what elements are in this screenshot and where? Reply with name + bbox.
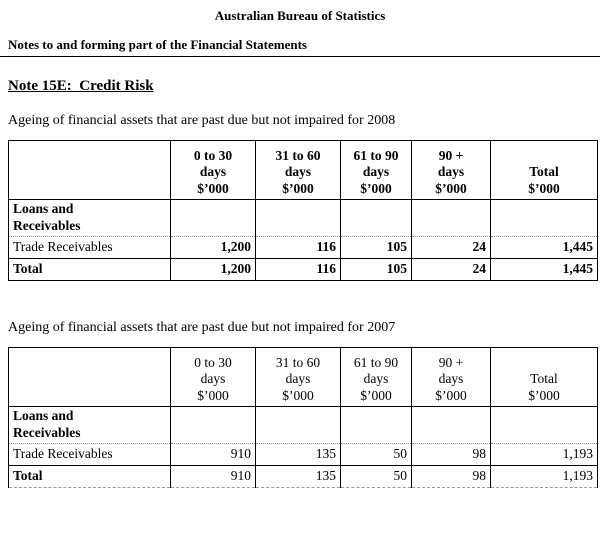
header-cell-61-90: [341, 141, 412, 200]
table-row-total: [9, 259, 598, 281]
header-cell-31-60: [256, 348, 341, 407]
value-cell: 116: [256, 259, 341, 281]
header-line: days: [200, 371, 226, 386]
value-cell: 98: [412, 466, 491, 488]
header-cell-total: [491, 141, 598, 200]
header-cell-blank: [9, 141, 171, 200]
table-row-total: [9, 466, 598, 488]
header-line: days: [362, 164, 390, 179]
row-label: Total: [9, 259, 171, 281]
header-line: 90 +: [438, 354, 464, 370]
header-line: Total: [530, 371, 558, 386]
header-line: days: [363, 371, 389, 386]
header-line: days: [438, 371, 464, 386]
header-line: 61 to 90: [353, 354, 399, 370]
header-line: days: [199, 164, 227, 179]
header-line: $’000: [197, 387, 229, 403]
empty-cell: [171, 407, 256, 444]
table-caption-2008: Ageing of financial assets that are past due but not impaired for 2008: [8, 113, 396, 128]
empty-cell: [341, 407, 412, 444]
table-row-trade-receivables: [9, 237, 598, 259]
header-line: $’000: [282, 387, 314, 403]
empty-cell: [412, 200, 491, 237]
header-line: days: [437, 164, 465, 179]
ageing-table-2007: [8, 347, 598, 488]
empty-cell: [171, 200, 256, 237]
value-cell: 1,445: [491, 237, 598, 259]
table-caption-2007: Ageing of financial assets that are past due but not impaired for 2007: [8, 320, 396, 335]
header-line: $’000: [435, 387, 467, 403]
header-line: Total: [529, 164, 559, 179]
value-cell: 135: [256, 444, 341, 466]
group-label-line: Receivables: [13, 424, 81, 440]
header-line: $’000: [282, 180, 314, 196]
header-line: 61 to 90: [353, 147, 399, 163]
header-line: $’000: [197, 180, 229, 196]
empty-cell: [412, 407, 491, 444]
value-cell: 1,200: [171, 259, 256, 281]
row-label: Trade Receivables: [9, 237, 171, 259]
header-line: 31 to 60: [275, 354, 321, 370]
header-line: $’000: [435, 180, 467, 196]
header-line: $’000: [528, 387, 560, 403]
header-line: 90 +: [438, 147, 464, 163]
value-cell: 105: [341, 237, 412, 259]
header-cell-31-60: [256, 141, 341, 200]
group-row-loans-receivables: [9, 200, 598, 237]
header-line: $’000: [528, 180, 560, 196]
header-cell-61-90: [341, 348, 412, 407]
value-cell: 135: [256, 466, 341, 488]
value-cell: 24: [412, 259, 491, 281]
value-cell: 1,193: [491, 466, 598, 488]
header-line: days: [285, 371, 311, 386]
group-label-line: Loans and: [13, 408, 74, 423]
value-cell: 910: [171, 466, 256, 488]
value-cell: 116: [256, 237, 341, 259]
header-line: 0 to 30: [194, 354, 232, 370]
org-title: Australian Bureau of Statistics: [214, 8, 386, 23]
header-cell-0-30: [171, 348, 256, 407]
value-cell: 50: [341, 466, 412, 488]
value-cell: 98: [412, 444, 491, 466]
header-cell-0-30: [171, 141, 256, 200]
empty-cell: [491, 407, 598, 444]
table-row-trade-receivables: [9, 444, 598, 466]
ageing-table-2008: [8, 140, 598, 281]
group-row-loans-receivables: [9, 407, 598, 444]
header-line: $’000: [360, 387, 392, 403]
group-label-cell: [9, 407, 171, 444]
empty-cell: [256, 407, 341, 444]
value-cell: 1,200: [171, 237, 256, 259]
doc-header: Notes to and forming part of the Financial Statements: [0, 38, 600, 57]
note-title: Note 15E: Credit Risk: [8, 78, 154, 94]
empty-cell: [256, 200, 341, 237]
group-label-line: Receivables: [13, 217, 81, 233]
value-cell: 105: [341, 259, 412, 281]
header-line: $’000: [360, 180, 392, 196]
header-line: days: [284, 164, 312, 179]
header-cell-90-plus: [412, 348, 491, 407]
value-cell: 50: [341, 444, 412, 466]
header-cell-total: [491, 348, 598, 407]
empty-cell: [491, 200, 598, 237]
row-label: Trade Receivables: [9, 444, 171, 466]
header-cell-90-plus: [412, 141, 491, 200]
value-cell: 1,193: [491, 444, 598, 466]
value-cell: 1,445: [491, 259, 598, 281]
header-line: 31 to 60: [275, 147, 321, 163]
header-row: [9, 141, 598, 200]
group-label-line: Loans and: [13, 201, 74, 216]
header-cell-blank: [9, 348, 171, 407]
value-cell: 910: [171, 444, 256, 466]
value-cell: 24: [412, 237, 491, 259]
row-label: Total: [9, 466, 171, 488]
empty-cell: [341, 200, 412, 237]
group-label-cell: [9, 200, 171, 237]
header-line: 0 to 30: [193, 147, 233, 163]
header-row: [9, 348, 598, 407]
